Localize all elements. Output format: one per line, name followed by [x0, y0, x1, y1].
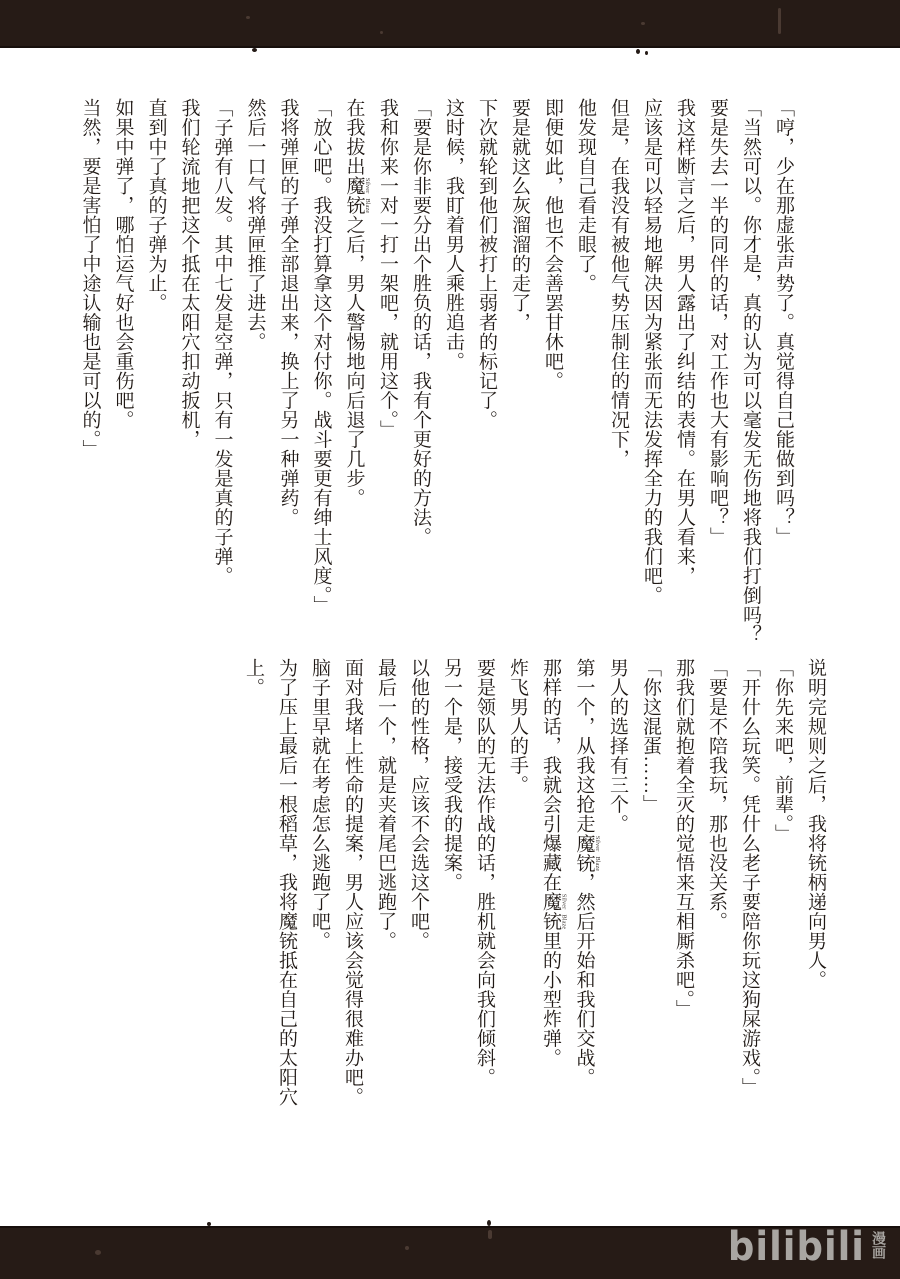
- novel-text-block-lower: [243, 658, 832, 1140]
- novel-line: 那样的话，我就会引爆藏在魔铳 Silver Blaze里的小型炸弹。: [540, 658, 568, 1068]
- novel-line: 「你先来吧，前辈。」: [772, 658, 793, 844]
- novel-line: 应该是可以轻易地解决因为紧张而无法发挥全力的我们吧。: [641, 98, 662, 605]
- scan-speck: [95, 1250, 101, 1255]
- novel-line: 要是就这么灰溜溜的走了，: [509, 98, 530, 332]
- ruby-annotated-word: 魔铳 Silver Blaze: [540, 892, 568, 931]
- novel-line: 「你这混蛋……」: [640, 658, 661, 814]
- novel-line: 即便如此，他也不会善罢甘休吧。: [542, 98, 563, 391]
- scan-speck: [487, 1220, 491, 1226]
- novel-line: 那我们就抱着全灭的觉悟来互相厮杀吧。」: [673, 658, 694, 1019]
- scan-speck: [405, 1246, 409, 1250]
- novel-line: 我将弹匣的子弹全部退出来，换上了另一种弹药。: [277, 98, 299, 527]
- page-top-border: [0, 0, 900, 48]
- novel-line: 但是，在我没有被他气势压制住的情况下，: [608, 98, 629, 469]
- novel-line: 说明完规则之后，我将铳柄递向男人。: [805, 658, 826, 990]
- novel-line: 以他的性格，应该不会选这个吧。: [408, 658, 429, 951]
- novel-line: 「子弹有八发。其中七发是空弹，只有一发是真的子弹。: [211, 98, 233, 586]
- novel-line: 面对我堵上性命的提案，男人应该会觉得很难办吧。: [342, 658, 363, 1107]
- novel-line: 然后一口气将弹匣推了进去。: [244, 98, 266, 352]
- novel-line: 「当然可以。你才是，真的认为可以毫发无伤地将我们打倒吗？: [740, 98, 761, 644]
- novel-line: 要是失去一半的同伴的话，对工作也大有影响吧？」: [707, 98, 728, 547]
- novel-line: 我们轮流地把这个抵在太阳穴扣动扳机，: [178, 98, 200, 449]
- novel-line: 「要是你非要分出个胜负的话，我有个更好的方法。: [410, 98, 431, 547]
- novel-line: 要是领队的无法作战的话，胜机就会向我们倾斜。: [474, 658, 495, 1087]
- novel-line: 「要是不陪我玩，那也没关系。: [706, 658, 727, 931]
- novel-line: 这时候，我盯着男人乘胜追击。: [443, 98, 464, 371]
- scan-speck: [207, 1222, 211, 1226]
- novel-line: 在我拔出魔铳 Silver Blaze之后，男人警惕地向后退了几步。: [343, 98, 371, 508]
- novel-line: 最后一个，就是夹着尾巴逃跑了。: [375, 658, 396, 951]
- novel-line: 「放心吧。我没打算拿这个对付你。战斗要更有绅士风度。」: [310, 98, 332, 615]
- watermark-manga-label: 漫画: [870, 1231, 886, 1259]
- ruby-annotated-word: 魔铳 Silver Blaze: [343, 176, 371, 215]
- ruby-annotated-word: 魔铳 Silver Blaze: [573, 833, 601, 873]
- scan-speck: [636, 49, 640, 54]
- scan-speck: [380, 31, 383, 34]
- novel-line: 我和你来一对一打一架吧，就用这个。」: [377, 98, 398, 440]
- novel-line: 他发现自己看走眼了。: [575, 98, 596, 293]
- novel-line: 直到中了真的子弹为止。: [145, 98, 167, 313]
- novel-line: 「哼，少在那虚张声势了。真觉得自己能做到吗？」: [773, 98, 794, 547]
- novel-line: 当然，要是害怕了中途认输也是可以的。」: [79, 98, 101, 459]
- bilibili-logo: bilibili: [727, 1223, 865, 1270]
- novel-line: 脑子里早就在考虑怎么逃跑了吧。: [309, 658, 330, 951]
- novel-line: 如果中弹了，哪怕运气好也会重伤吧。: [112, 98, 134, 430]
- scan-speck: [645, 51, 648, 55]
- novel-line: 男人的选择有三个。: [607, 658, 628, 834]
- novel-line: 另一个是，接受我的提案。: [441, 658, 462, 892]
- scan-speck: [252, 48, 257, 52]
- bilibili-watermark: [727, 1223, 888, 1270]
- scan-speck: [246, 16, 250, 19]
- novel-line: 我这样断言之后，男人露出了纠结的表情。在男人看来，: [674, 98, 695, 586]
- scan-speck: [778, 8, 781, 34]
- novel-line: 第一个，从我这抢走魔铳 Silver Blaze，然后开始和我们交战。: [573, 658, 601, 1087]
- novel-line: 「开什么玩笑。凭什么老子要陪你玩这狗屎游戏。」: [739, 658, 760, 1097]
- novel-line: 炸飞男人的手。: [507, 658, 528, 795]
- scan-speck: [488, 1230, 492, 1239]
- novel-line: 为了压上最后一根稻草，我将魔铳抵在自己的太阳穴上。: [243, 658, 297, 1107]
- scan-speck: [641, 22, 645, 25]
- novel-text-block-upper: [72, 98, 800, 660]
- novel-line: 下次就轮到他们被打上弱者的标记了。: [476, 98, 497, 430]
